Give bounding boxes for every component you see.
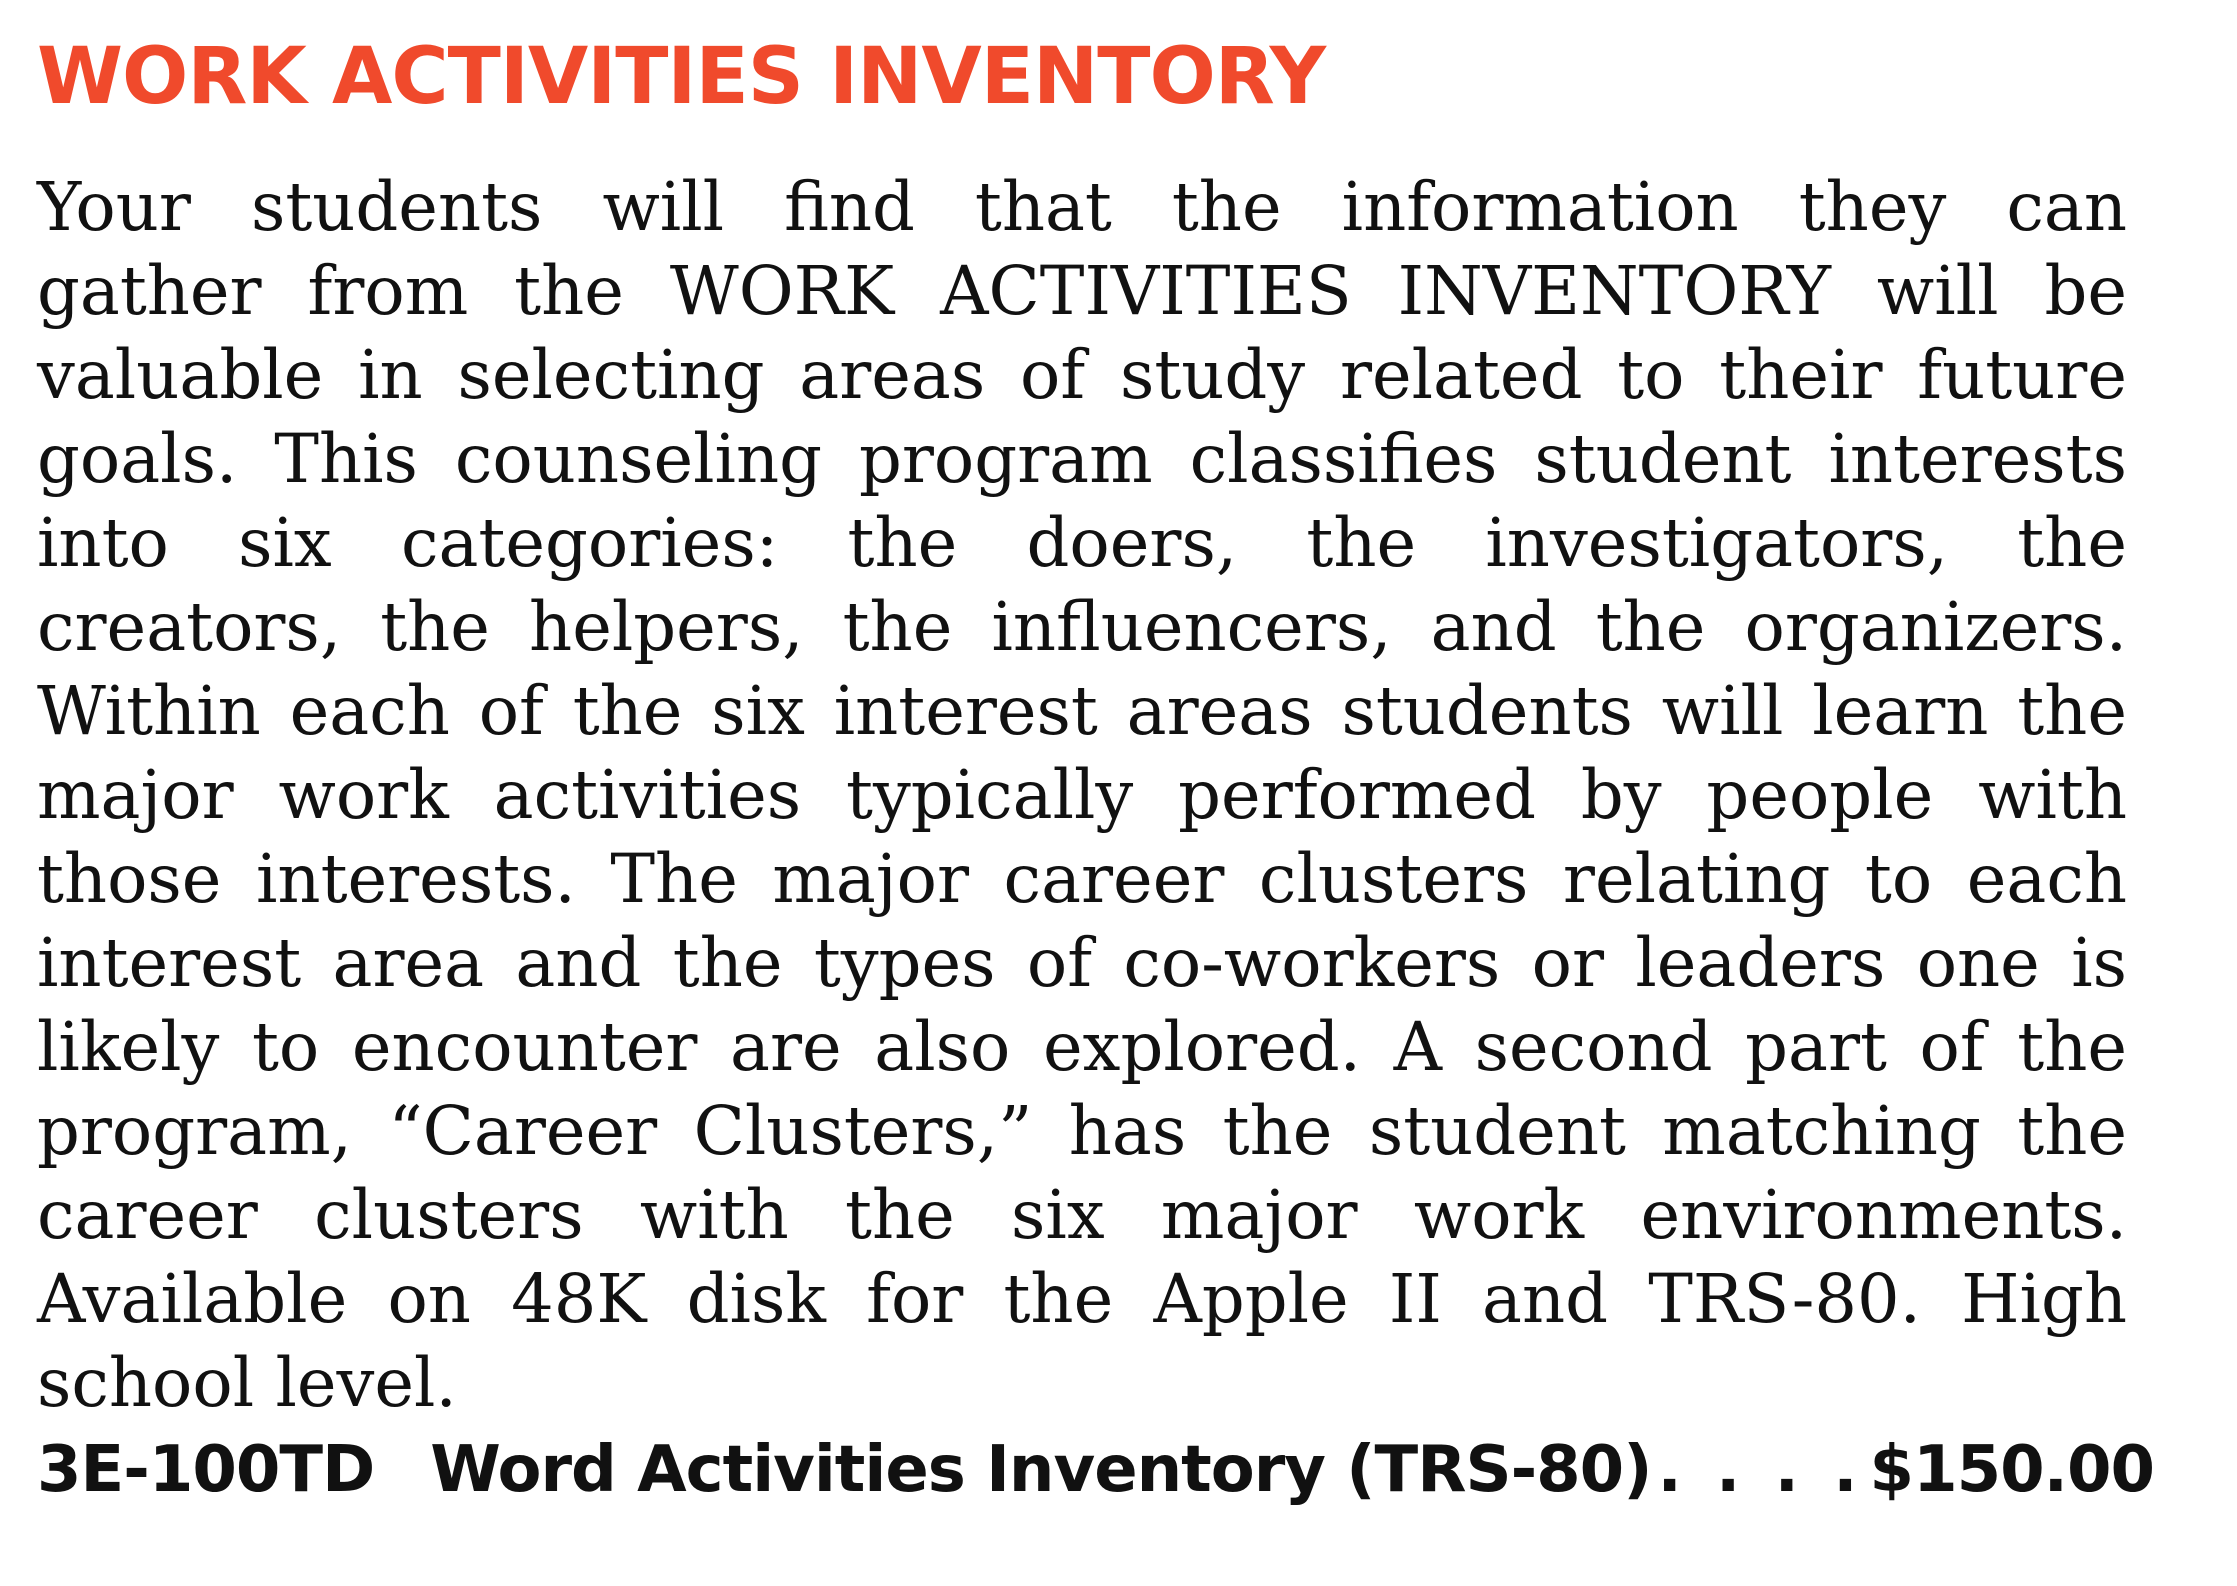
price-line bbox=[37, 1420, 2155, 1520]
description-line: school level. bbox=[37, 1344, 457, 1422]
product-code: 3E-100TD bbox=[37, 1433, 375, 1507]
description-line: likely to encounter are also explored. A second part of the bbox=[37, 1008, 2127, 1086]
description-line: into six categories: the doers, the investigators, the bbox=[37, 504, 2127, 582]
product-name: Word Activities Inventory (TRS-80) bbox=[430, 1433, 1652, 1507]
description-line: program, “Career Clusters,” has the student matching the bbox=[37, 1092, 2127, 1170]
description-line: Available on 48K disk for the Apple II and TRS-80. High bbox=[37, 1260, 2127, 1338]
product-title: WORK ACTIVITIES INVENTORY bbox=[37, 32, 1326, 122]
catalog-entry bbox=[37, 0, 2155, 1586]
product-price: $150.00 bbox=[1869, 1433, 2155, 1507]
description-line: goals. This counseling program classifies student interests bbox=[37, 420, 2127, 498]
description-line: major work activities typically performed by people with bbox=[37, 756, 2127, 834]
product-description bbox=[37, 165, 2127, 1425]
description-line: valuable in selecting areas of study related to their future bbox=[37, 336, 2127, 414]
description-line: interest area and the types of co-workers or leaders one is bbox=[37, 924, 2127, 1002]
description-line: Within each of the six interest areas students will learn the bbox=[37, 672, 2127, 750]
description-line: career clusters with the six major work environments. bbox=[37, 1176, 2127, 1254]
description-line: Your students will find that the information they can bbox=[37, 168, 2127, 246]
description-line: creators, the helpers, the influencers, and the organizers. bbox=[37, 588, 2127, 666]
description-line: gather from the WORK ACTIVITIES INVENTORY will be bbox=[37, 252, 2127, 330]
description-line: those interests. The major career clusters relating to each bbox=[37, 840, 2127, 918]
leader-dots: . . . . bbox=[1657, 1433, 1864, 1507]
